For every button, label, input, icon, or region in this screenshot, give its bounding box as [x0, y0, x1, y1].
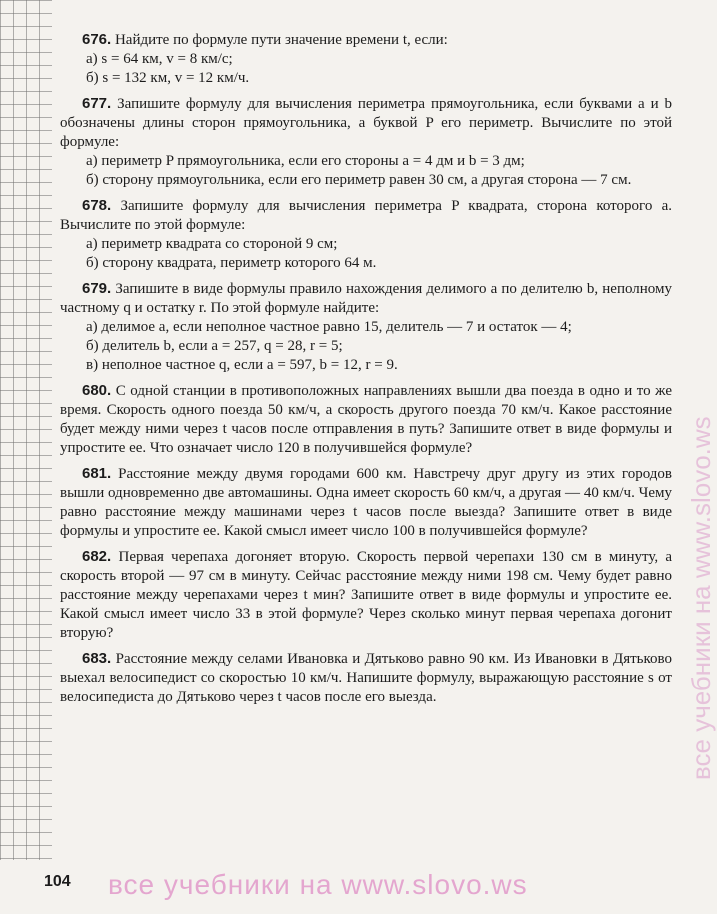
problem-4 [60, 279, 672, 375]
problem-options [60, 50, 672, 88]
problem-option: а) периметр квадрата со стороной 9 см; [86, 236, 338, 252]
problem-number: 683. [82, 650, 112, 667]
problem-statement [60, 464, 672, 541]
problem-option: а) делимое a, если неполное частное равно 15, делитель — 7 и остаток — 4; [86, 319, 572, 335]
problem-number: 680. [82, 382, 112, 399]
problem-option: а) периметр P прямоугольника, если его стороны a = 4 дм и b = 3 дм; [86, 153, 525, 169]
problem-7 [60, 547, 672, 643]
problem-option: б) делитель b, если a = 257, q = 28, r = 5; [86, 338, 343, 354]
problem-text: С одной станции в противоположных направлениях вышли два поезда в одно и то же время. Скорость одного поезда 50 км/ч, а скорость другого поезда 70 км/ч. Какое расстояние будет между ними через t часов после отправления в путь? Запишите ответ в виде формулы и упростите ее. Что означает число 120 в получившейся формуле? [60, 383, 672, 456]
problem-text: Расстояние между селами Ивановка и Дятьково равно 90 км. Из Ивановки в Дятьково выехал велосипедист со скоростью 10 км/ч. Напишите формулу, выражающую расстояние s от велосипедиста до Дятьково через t часов после его выезда. [60, 651, 672, 705]
problem-statement [60, 381, 672, 458]
problem-number: 681. [82, 465, 112, 482]
watermark-side: все учебники на www.slovo.ws [686, 416, 716, 780]
problem-text: Запишите формулу для вычисления периметра P квадрата, сторона которого a. Вычислите по этой формуле: [60, 198, 672, 233]
problem-number: 676. [82, 31, 112, 48]
watermark-bottom: все учебники на www.slovo.ws [108, 869, 528, 900]
problem-statement [60, 94, 672, 152]
problem-5 [60, 381, 672, 458]
problem-statement [60, 547, 672, 643]
problem-3 [60, 196, 672, 273]
problem-text: Расстояние между двумя городами 600 км. Навстречу друг другу из этих городов вышли одновременно две автомашины. Одна имеет скорость 60 км/ч, а другая — 40 км/ч. Чему равно расстояние между машинами через t часов после выезда? Запишите ответ в виде формулы и упростите ее. Какой смысл имеет число 100 в получившейся формуле? [60, 466, 672, 539]
problem-options [60, 318, 672, 375]
problem-text: Запишите формулу для вычисления периметра прямоугольника, если буквами a и b обозначены длины сторон прямоугольника, а буквой P его периметр. Вычислите по этой формуле: [60, 96, 673, 150]
problem-statement [60, 30, 672, 50]
graph-paper-margin [0, 0, 52, 860]
problem-number: 677. [82, 95, 112, 112]
problem-1 [60, 30, 672, 88]
problem-option: б) s = 132 км, v = 12 км/ч. [86, 70, 250, 86]
problem-option: б) сторону прямоугольника, если его периметр равен 30 см, а другая сторона — 7 см. [86, 172, 632, 188]
problem-2 [60, 94, 672, 190]
page-number: 104 [44, 873, 71, 890]
problem-text: Запишите в виде формулы правило нахождения делимого a по делителю b, неполному частному q и остатку r. По этой формуле найдите: [60, 281, 673, 316]
problem-statement [60, 196, 672, 235]
problem-option: б) сторону квадрата, периметр которого 64 м. [86, 255, 377, 271]
problem-option: в) неполное частное q, если a = 597, b = 12, r = 9. [86, 357, 398, 373]
problem-options [60, 235, 672, 273]
problem-options [60, 152, 672, 190]
problem-number: 679. [82, 280, 112, 297]
problem-8 [60, 649, 672, 707]
problem-number: 682. [82, 548, 112, 565]
textbook-page [60, 30, 672, 713]
problem-6 [60, 464, 672, 541]
problem-text: Найдите по формуле пути значение времени t, если: [114, 32, 448, 48]
problem-list [60, 30, 672, 707]
problem-statement [60, 279, 672, 318]
problem-text: Первая черепаха догоняет вторую. Скорость первой черепахи 130 см в минуту, а скорость второй — 97 см в минуту. Сейчас расстояние между ними 198 см. Чему будет равно расстояние между черепахами через t мин? Запишите ответ в виде формулы и упростите ее. Какой смысл имеет число 33 в этой формуле? Через сколько минут первая черепаха догонит вторую? [60, 549, 673, 641]
problem-number: 678. [82, 197, 112, 214]
problem-option: а) s = 64 км, v = 8 км/с; [86, 51, 233, 67]
problem-statement [60, 649, 672, 707]
